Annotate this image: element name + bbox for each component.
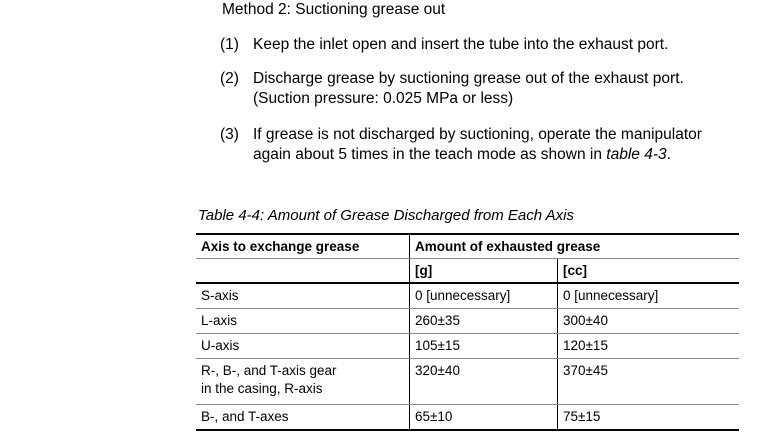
- cell-axis: S-axis: [196, 283, 410, 309]
- step-text: Keep the inlet open and insert the tube into the exhaust port.: [253, 36, 669, 53]
- cell-axis: [196, 359, 410, 405]
- grease-table: [196, 233, 739, 431]
- cell-cc: 75±15: [558, 405, 740, 431]
- cell-g: 260±35: [410, 309, 558, 334]
- cell-g: 320±40: [410, 359, 558, 405]
- table-caption: Table 4-4: Amount of Grease Discharged from Each Axis: [198, 207, 575, 224]
- step-text-end: .: [666, 146, 671, 163]
- step-text: [253, 69, 773, 109]
- header-axis: Axis to exchange grease: [196, 234, 410, 259]
- cell-axis-line: in the casing, R-axis: [201, 381, 323, 396]
- cell-cc: 0 [unnecessary]: [558, 283, 740, 309]
- header-amount: Amount of exhausted grease: [410, 234, 740, 259]
- table-row: [196, 334, 739, 359]
- table-header-row: [196, 234, 739, 259]
- step-text-line: (Suction pressure: 0.025 MPa or less): [253, 90, 514, 107]
- table-row: [196, 283, 739, 309]
- step-text: [253, 125, 773, 165]
- table-row: [196, 405, 739, 431]
- cell-axis-line: R-, B-, and T-axis gear: [201, 363, 337, 378]
- step-number: (2): [220, 70, 239, 87]
- step-text-line: again about 5 times in the teach mode as shown in: [253, 146, 607, 163]
- header-empty: [196, 259, 410, 284]
- step-number: (1): [220, 36, 239, 53]
- cell-g: 65±10: [410, 405, 558, 431]
- cell-axis: L-axis: [196, 309, 410, 334]
- step-text-line: If grease is not discharged by suctioning, operate the manipulator: [253, 126, 702, 143]
- section-heading: Method 2: Suctioning grease out: [222, 1, 446, 18]
- table-row: [196, 309, 739, 334]
- header-unit-cc: [cc]: [558, 259, 740, 284]
- cell-cc: 300±40: [558, 309, 740, 334]
- cell-cc: 370±45: [558, 359, 740, 405]
- table-header-units-row: [196, 259, 739, 284]
- table-reference: table 4-3: [606, 146, 667, 163]
- cell-axis: U-axis: [196, 334, 410, 359]
- cell-axis: B-, and T-axes: [196, 405, 410, 431]
- cell-cc: 120±15: [558, 334, 740, 359]
- header-unit-g: [g]: [410, 259, 558, 284]
- table-row: [196, 359, 739, 405]
- cell-g: 105±15: [410, 334, 558, 359]
- step-text-line: Discharge grease by suctioning grease out of the exhaust port.: [253, 70, 684, 87]
- cell-g: 0 [unnecessary]: [410, 283, 558, 309]
- step-number: (3): [220, 126, 239, 143]
